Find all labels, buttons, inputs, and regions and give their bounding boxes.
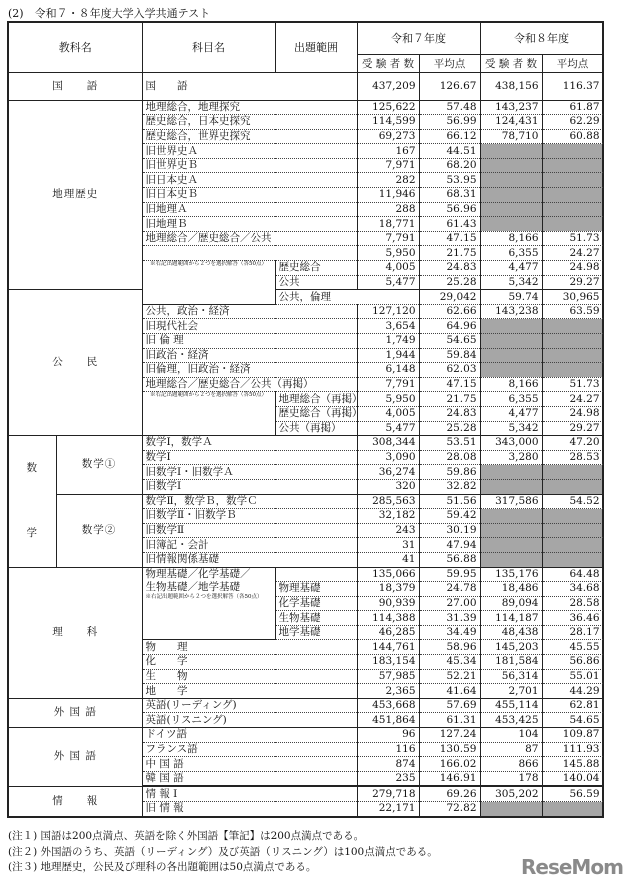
- discontinued-cell: [480, 538, 542, 553]
- subject-name: 旧日本史Ｂ: [142, 188, 357, 203]
- average-2026: 29.27: [542, 275, 603, 290]
- examinees-2025: 3,654: [357, 319, 419, 334]
- average-2025: 58.96: [419, 640, 480, 655]
- examinees-2025: 320: [357, 479, 419, 494]
- average-2026: 56.86: [542, 655, 603, 670]
- examinees-2026: 4,477: [480, 261, 542, 276]
- examinees-2026: 145,203: [480, 640, 542, 655]
- examinees-2026: 4,477: [480, 406, 542, 421]
- average-2025: 27.00: [419, 596, 480, 611]
- examinees-2025: 1,749: [357, 334, 419, 349]
- examinees-2025: 1,944: [357, 348, 419, 363]
- subject-name: 地理総合／歴史総合／公共: [142, 231, 357, 246]
- subject-name: 情 報 Ⅰ: [142, 786, 357, 801]
- examinees-2025: 18,379: [357, 582, 419, 597]
- examinees-2025: 22,171: [357, 802, 419, 817]
- examinees-2025: 41: [357, 552, 419, 567]
- average-2026: 47.20: [542, 436, 603, 451]
- average-2026: 56.59: [542, 786, 603, 801]
- average-2025: 72.82: [419, 802, 480, 817]
- examinees-2025: 282: [357, 173, 419, 188]
- average-2026: 62.81: [542, 698, 603, 713]
- range-name: 地理総合（再掲）: [275, 392, 357, 407]
- examinees-2026: 5,342: [480, 421, 542, 436]
- examinees-2026: 18,486: [480, 582, 542, 597]
- average-2025: 59.84: [419, 348, 480, 363]
- average-2025: 130.59: [419, 742, 480, 757]
- examinees-2025: 167: [357, 144, 419, 159]
- average-2025: 31.39: [419, 611, 480, 626]
- average-2025: 30.19: [419, 523, 480, 538]
- average-2025: 59.42: [419, 509, 480, 524]
- header-average-8: 平均点: [542, 54, 603, 72]
- subject-area: 公 民: [8, 290, 142, 436]
- discontinued-cell: [480, 188, 542, 203]
- examinees-2025: 279,718: [357, 786, 419, 801]
- subject-area: 外 国 語: [8, 728, 142, 787]
- subject-name: 旧世界史Ｂ: [142, 158, 357, 173]
- examinees-2025: 2,365: [357, 684, 419, 699]
- subject-name: 英語(リーディング): [142, 698, 357, 713]
- examinees-2025: 453,668: [357, 698, 419, 713]
- subject-subarea: 数学①: [56, 436, 142, 494]
- examinees-2025: 6,148: [357, 363, 419, 378]
- header-year7: 令和７年度: [357, 22, 480, 54]
- table-row: [8, 494, 603, 509]
- examinees-2026: 143,238: [480, 304, 542, 319]
- average-2026: 24.27: [542, 246, 603, 261]
- average-2026: 29.27: [542, 421, 603, 436]
- examinees-2026: 30,965: [542, 290, 603, 305]
- examinees-2025: 125,622: [357, 100, 419, 115]
- average-2025: 24.83: [419, 406, 480, 421]
- examinees-2026: 178: [480, 771, 542, 786]
- average-2025: 66.12: [419, 129, 480, 144]
- subject-name: 数学Ⅰ，数学Ａ: [142, 436, 357, 451]
- subject-name: 化 学: [142, 655, 357, 670]
- discontinued-cell: [480, 348, 542, 363]
- examinees-2025: 308,344: [357, 436, 419, 451]
- average-2025: 62.66: [419, 304, 480, 319]
- subject-name: 数学Ⅱ，数学Ｂ，数学Ｃ: [142, 494, 357, 509]
- examinees-2025: 874: [357, 757, 419, 772]
- examinees-2025: 235: [357, 771, 419, 786]
- subject-name: 旧現代社会: [142, 319, 357, 334]
- discontinued-cell: [542, 217, 603, 232]
- subject-name: 旧数学Ⅰ・旧数学Ａ: [142, 465, 357, 480]
- examinees-2025: 7,971: [357, 158, 419, 173]
- discontinued-cell: [542, 465, 603, 480]
- subject-name: 地理総合／歴史総合／公共（再掲）: [142, 377, 357, 392]
- examinees-2025: 127,120: [357, 304, 419, 319]
- discontinued-cell: [542, 479, 603, 494]
- examinees-2025: 96: [357, 728, 419, 743]
- examinees-2025: 18,771: [357, 217, 419, 232]
- examinees-2025: 4,005: [357, 261, 419, 276]
- subject-name: 旧 情 報: [142, 802, 357, 817]
- discontinued-cell: [542, 348, 603, 363]
- range-name: 物理基礎: [275, 582, 357, 597]
- subject-name: 旧情報関係基礎: [142, 552, 357, 567]
- average-2026: 145.88: [542, 757, 603, 772]
- discontinued-cell: [542, 188, 603, 203]
- average-2026: 60.88: [542, 129, 603, 144]
- discontinued-cell: [480, 523, 542, 538]
- table-row: [8, 290, 603, 305]
- examinees-2026: 143,237: [480, 100, 542, 115]
- selection-note-text: ※右記出題範囲から２つを選択解答（各50点）: [149, 261, 267, 268]
- average-2026: 63.59: [542, 304, 603, 319]
- examinees-2026: 135,176: [480, 567, 542, 582]
- examinees-2026: 89,094: [480, 596, 542, 611]
- average-2025: 41.64: [419, 684, 480, 699]
- average-2025: 24.83: [419, 261, 480, 276]
- examinees-2025: 144,761: [357, 640, 419, 655]
- subject-name: 歴史総合，世界史探究: [142, 129, 357, 144]
- subject-name: 旧数学Ⅱ・旧数学Ｂ: [142, 509, 357, 524]
- examinees-2026: 56,314: [480, 669, 542, 684]
- header-subject-area: 教科名: [8, 22, 142, 72]
- discontinued-cell: [480, 465, 542, 480]
- average-2025: 57.69: [419, 698, 480, 713]
- range-name: 化学基礎: [275, 596, 357, 611]
- average-2026: 34.68: [542, 582, 603, 597]
- examinees-2025: 90,939: [357, 596, 419, 611]
- average-2026: 54.52: [542, 494, 603, 509]
- examinees-2026: 48,438: [480, 625, 542, 640]
- subject-name: 旧 倫 理: [142, 334, 357, 349]
- examinees-2026: 3,280: [480, 450, 542, 465]
- average-2026: 140.04: [542, 771, 603, 786]
- examinees-2026: 5,342: [480, 275, 542, 290]
- examinees-2026: 866: [480, 757, 542, 772]
- subject-name: 旧政治・経済: [142, 348, 357, 363]
- average-2025: 34.49: [419, 625, 480, 640]
- subject-area: 外 国 語: [8, 698, 142, 727]
- average-2025: 57.48: [419, 100, 480, 115]
- average-2026: 62.29: [542, 115, 603, 130]
- discontinued-cell: [480, 552, 542, 567]
- examinees-2025: 29,042: [419, 290, 480, 305]
- discontinued-cell: [480, 173, 542, 188]
- average-2025: 45.34: [419, 655, 480, 670]
- discontinued-cell: [542, 802, 603, 817]
- subject-name: 数学Ⅰ: [142, 450, 357, 465]
- discontinued-cell: [480, 202, 542, 217]
- table-row: [8, 436, 603, 451]
- average-2025: 44.51: [419, 144, 480, 159]
- average-2026: 54.65: [542, 713, 603, 728]
- subject-name: 歴史総合，日本史探究: [142, 115, 357, 130]
- examinees-2026: 124,431: [480, 115, 542, 130]
- examinees-2026: 2,701: [480, 684, 542, 699]
- average-2025: 32.82: [419, 479, 480, 494]
- average-2025: 56.99: [419, 115, 480, 130]
- examinees-2025: 5,950: [357, 392, 419, 407]
- examinees-2025: 183,154: [357, 655, 419, 670]
- selection-note-text: ※右記出題範囲から２つを選択解答（各50点）: [149, 392, 267, 399]
- discontinued-cell: [480, 363, 542, 378]
- discontinued-cell: [542, 538, 603, 553]
- average-2025: 53.95: [419, 173, 480, 188]
- table-title: (2) 令和７・８年度大学入学共通テスト: [8, 7, 211, 20]
- subject-name: ドイツ語: [142, 728, 357, 743]
- subject-name: 旧数学Ⅰ: [142, 479, 357, 494]
- average-2026: 28.53: [542, 450, 603, 465]
- header-average-7: 平均点: [419, 54, 480, 72]
- average-2025: 56.88: [419, 552, 480, 567]
- subject-name: 物 理: [142, 640, 357, 655]
- subject-name: フランス語: [142, 742, 357, 757]
- average-2026: 55.01: [542, 669, 603, 684]
- average-2025: 47.15: [419, 231, 480, 246]
- examinees-2025: 114,388: [357, 611, 419, 626]
- discontinued-cell: [542, 158, 603, 173]
- subject-name: 生 物: [142, 669, 357, 684]
- discontinued-cell: [480, 334, 542, 349]
- discontinued-cell: [480, 144, 542, 159]
- examinees-2026: 104: [480, 728, 542, 743]
- examinees-2025: 3,090: [357, 450, 419, 465]
- average-2026: 109.87: [542, 728, 603, 743]
- discontinued-cell: [480, 319, 542, 334]
- discontinued-cell: [542, 144, 603, 159]
- examinees-2026: 317,586: [480, 494, 542, 509]
- examinees-2026: 453,425: [480, 713, 542, 728]
- subject-name: 英語(リスニング): [142, 713, 357, 728]
- selection-note-text: ※右記出題範囲から２つを選択解答（各50点）: [145, 593, 263, 600]
- average-2026: 28.58: [542, 596, 603, 611]
- range-name: 公共（再掲）: [275, 421, 357, 436]
- header-examinees-8: 受 験 者 数: [480, 54, 542, 72]
- footnote: (注１) 国語は200点満点、英語を除く外国語【筆記】は200点満点である。: [8, 830, 365, 842]
- subject-name: 旧世界史Ａ: [142, 144, 357, 159]
- average-2025: 127.24: [419, 728, 480, 743]
- subject-area-math: [8, 436, 56, 567]
- discontinued-cell: [542, 173, 603, 188]
- examinees-2025: 451,864: [357, 713, 419, 728]
- subject-name: 中 国 語: [142, 757, 357, 772]
- examinees-2025: 69,273: [357, 129, 419, 144]
- average-2025: 56.96: [419, 202, 480, 217]
- range-name: 公共: [275, 275, 357, 290]
- examinees-2026: 438,156: [480, 72, 542, 100]
- examinees-2025: 5,950: [357, 246, 419, 261]
- average-2026: 64.48: [542, 567, 603, 582]
- average-2025: 68.20: [419, 158, 480, 173]
- average-2026: 45.55: [542, 640, 603, 655]
- discontinued-cell: [480, 217, 542, 232]
- average-2026: 24.98: [542, 406, 603, 421]
- discontinued-cell: [480, 802, 542, 817]
- examinees-2025: 243: [357, 523, 419, 538]
- average-2025: 61.43: [419, 217, 480, 232]
- average-2026: 51.73: [542, 231, 603, 246]
- range-name: 生物基礎: [275, 611, 357, 626]
- examinees-2026: 455,114: [480, 698, 542, 713]
- average-2026: 61.87: [542, 100, 603, 115]
- examinees-2025: 5,477: [357, 275, 419, 290]
- average-2025: 25.28: [419, 275, 480, 290]
- average-2026: 24.27: [542, 392, 603, 407]
- header-range: 出題範囲: [275, 22, 357, 72]
- examinees-2025: 5,477: [357, 421, 419, 436]
- table-row: [8, 567, 603, 582]
- average-2025: 53.51: [419, 436, 480, 451]
- average-2025: 69.26: [419, 786, 480, 801]
- table-row: [8, 698, 603, 713]
- average-2026: 116.37: [542, 72, 603, 100]
- examinees-2025: 36,274: [357, 465, 419, 480]
- range-name: [275, 567, 357, 582]
- examinees-2026: 87: [480, 742, 542, 757]
- examinees-2026: 181,584: [480, 655, 542, 670]
- header-subject: 科目名: [142, 22, 275, 72]
- average-2025: 28.08: [419, 450, 480, 465]
- subject-name: 旧倫理，旧政治・経済: [142, 363, 357, 378]
- average-2025: 68.31: [419, 188, 480, 203]
- examinees-2025: 32,182: [357, 509, 419, 524]
- subject-name: [142, 246, 357, 261]
- selection-note: [142, 392, 275, 436]
- average-2025: 21.75: [419, 246, 480, 261]
- footnote: (注３) 地理歴史，公民及び理科の各出題範囲は50点満点である。: [8, 861, 317, 873]
- average-2026: 28.17: [542, 625, 603, 640]
- examinees-2026: 114,187: [480, 611, 542, 626]
- subject-name: 旧日本史Ａ: [142, 173, 357, 188]
- average-2025: 126.67: [419, 72, 480, 100]
- selection-note: [142, 261, 275, 305]
- examinees-2025: 31: [357, 538, 419, 553]
- average-2025: 64.96: [419, 319, 480, 334]
- subject-area: 地理歴史: [8, 100, 142, 290]
- discontinued-cell: [480, 158, 542, 173]
- average-2025: 62.03: [419, 363, 480, 378]
- header-examinees-7: 受 験 者 数: [357, 54, 419, 72]
- footnotes: [8, 829, 438, 876]
- discontinued-cell: [542, 523, 603, 538]
- discontinued-cell: [542, 509, 603, 524]
- combined-subject-label: 物理基礎／化学基礎／ 生物基礎／地学基礎: [145, 567, 251, 593]
- average-2025: 52.21: [419, 669, 480, 684]
- discontinued-cell: [480, 509, 542, 524]
- examinees-2025: 114,599: [357, 115, 419, 130]
- resemom-logo: ReseMom: [521, 855, 623, 879]
- examinees-2026: 8,166: [480, 231, 542, 246]
- subject-name: 旧数学Ⅱ: [142, 523, 357, 538]
- average-2025: 59.95: [419, 567, 480, 582]
- average-2026: 24.98: [542, 261, 603, 276]
- examinees-2025: 288: [357, 202, 419, 217]
- subject-name: 地理総合，地理探究: [142, 100, 357, 115]
- subject-name: 旧簿記・会計: [142, 538, 357, 553]
- footnote: (注２) 外国語のうち、英語（リーディング）及び英語（リスニング）は100点満点である。: [8, 845, 438, 858]
- label-char: 数: [26, 462, 38, 475]
- examinees-2026: 6,355: [480, 246, 542, 261]
- subject-name: 国 語: [142, 72, 357, 100]
- average-2025: 59.74: [480, 290, 542, 305]
- examinees-2026: 8,166: [480, 377, 542, 392]
- average-2026: 51.73: [542, 377, 603, 392]
- vertical-label: [12, 436, 53, 566]
- discontinued-cell: [542, 552, 603, 567]
- range-name: 歴史総合（再掲）: [275, 406, 357, 421]
- average-2025: 47.15: [419, 377, 480, 392]
- examinees-2026: 78,710: [480, 129, 542, 144]
- examinees-2025: 116: [357, 742, 419, 757]
- subject-name: 公共，倫理: [275, 290, 419, 305]
- examinees-2026: 305,202: [480, 786, 542, 801]
- table-row: [8, 72, 603, 100]
- subject-area: 情 報: [8, 786, 142, 816]
- average-2025: 61.31: [419, 713, 480, 728]
- average-2026: 111.93: [542, 742, 603, 757]
- subject-name: 韓 国 語: [142, 771, 357, 786]
- average-2025: 25.28: [419, 421, 480, 436]
- subject-subarea: 数学②: [56, 494, 142, 567]
- subject-area: 理 科: [8, 567, 142, 698]
- table-body: [8, 72, 603, 817]
- average-2026: 36.46: [542, 611, 603, 626]
- average-2025: 146.91: [419, 771, 480, 786]
- average-2025: 166.02: [419, 757, 480, 772]
- average-2025: 21.75: [419, 392, 480, 407]
- subject-name: 旧地理Ｂ: [142, 217, 357, 232]
- subject-name: 公共，政治・経済: [142, 304, 357, 319]
- range-name: 地学基礎: [275, 625, 357, 640]
- examinees-2025: 7,791: [357, 231, 419, 246]
- average-2025: 51.56: [419, 494, 480, 509]
- examinees-2025: 57,985: [357, 669, 419, 684]
- average-2025: 47.94: [419, 538, 480, 553]
- table-row: [8, 728, 603, 743]
- examinees-2025: 135,066: [357, 567, 419, 582]
- subject-name: 地 学: [142, 684, 357, 699]
- examinees-2026: 343,000: [480, 436, 542, 451]
- examinees-2025: 46,285: [357, 625, 419, 640]
- examinees-2025: 285,563: [357, 494, 419, 509]
- discontinued-cell: [542, 202, 603, 217]
- exam-results-table: [7, 21, 604, 818]
- subject-name: 旧地理Ａ: [142, 202, 357, 217]
- examinees-2025: 11,946: [357, 188, 419, 203]
- examinees-2025: 4,005: [357, 406, 419, 421]
- table-row: [8, 100, 603, 115]
- average-2025: 59.86: [419, 465, 480, 480]
- discontinued-cell: [542, 334, 603, 349]
- selection-note: [142, 567, 275, 640]
- header-year8: 令和８年度: [480, 22, 603, 54]
- subject-area: 国 語: [8, 72, 142, 100]
- discontinued-cell: [542, 363, 603, 378]
- discontinued-cell: [542, 319, 603, 334]
- average-2025: 54.65: [419, 334, 480, 349]
- range-name: 歴史総合: [275, 261, 357, 276]
- average-2025: 24.78: [419, 582, 480, 597]
- discontinued-cell: [480, 479, 542, 494]
- examinees-2026: 6,355: [480, 392, 542, 407]
- examinees-2025: 437,209: [357, 72, 419, 100]
- examinees-2025: 7,791: [357, 377, 419, 392]
- label-char: 学: [26, 527, 38, 540]
- average-2026: 44.29: [542, 684, 603, 699]
- table-row: [8, 786, 603, 801]
